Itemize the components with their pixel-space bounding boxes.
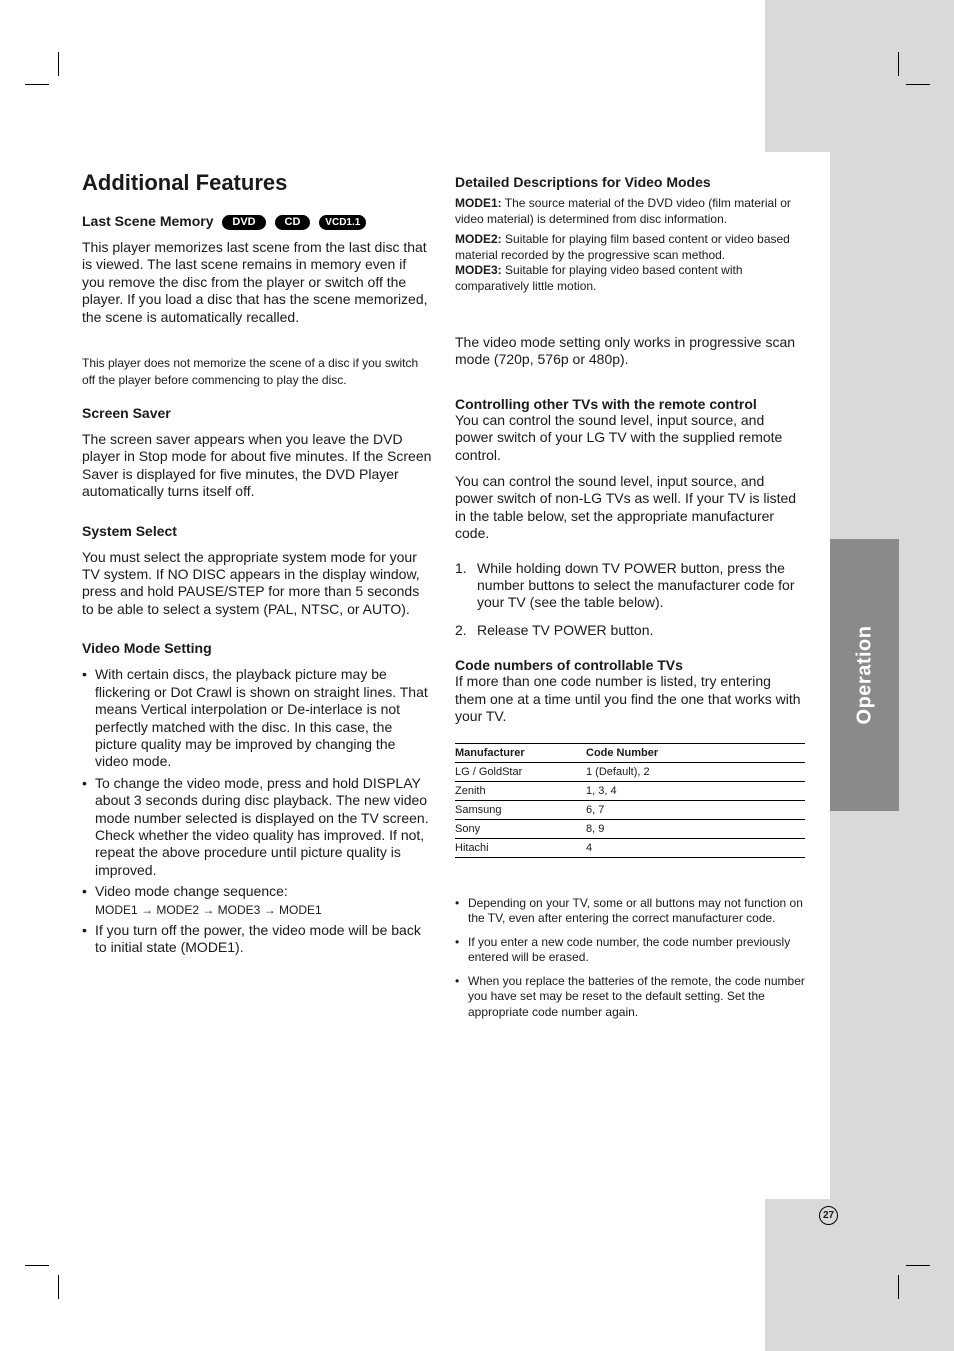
table-row [455, 800, 805, 819]
mode2-text: Suitable for playing film based content or video based material recorded by the progressive scan method. [455, 232, 790, 262]
manufacturer-cell: Sony [455, 819, 586, 838]
video-mode-list [82, 666, 432, 957]
cd-badge: CD [275, 215, 311, 230]
crop-mark [58, 1275, 59, 1299]
table-header-row [455, 743, 805, 762]
col-manufacturer: Manufacturer [455, 743, 586, 762]
last-scene-body: This player memorizes last scene from the last disc that is viewed. The last scene remains in memory even if you remove the disc from the player or switch off the player. If you load a disc that has the scene memorized, the scene is automatically recalled. [82, 239, 428, 325]
list-item: • If you enter a new code number, the code number previously entered will be erased. [455, 935, 805, 966]
list-item [82, 883, 432, 918]
crop-mark [906, 1265, 930, 1266]
dvd-badge: DVD [222, 215, 265, 230]
screen-saver-heading: Screen Saver [82, 405, 171, 422]
margin-band-bottom [765, 1199, 954, 1351]
list-item: • With certain discs, the playback picture may be flickering or Dot Crawl is shown on straight lines. That means Vertical interpolation or De-interlace is not perfectly matched with the disc. In this case, the picture quality may be improved by changing the video mode. [82, 666, 432, 770]
mode1-description [455, 196, 805, 227]
table-row [455, 781, 805, 800]
manufacturer-cell: Hitachi [455, 838, 586, 857]
list-item: • To change the video mode, press and hold DISPLAY about 3 seconds during disc playback. The new video mode number selected is displayed on the TV screen. Check whether the video quality has improved. If not, repeat the above procedure until picture quality is improved. [82, 775, 432, 879]
control-body-other: You can control the sound level, input source, and power switch of non-LG TVs as well. If your TV is listed in the table below, set the appropriate manufacturer code. [455, 473, 797, 542]
mode1-text: The source material of the DVD video (film material or video material) is determined from disc information. [455, 196, 791, 226]
mode2-description [455, 232, 805, 263]
mode2-label: MODE2: [455, 232, 502, 246]
code-cell: 6, 7 [586, 800, 805, 819]
vcd-badge: VCD1.1 [319, 215, 366, 230]
crop-mark [25, 1265, 49, 1266]
mode3-description [455, 263, 805, 294]
codes-heading: Code numbers of controllable TVs [455, 657, 683, 674]
screen-saver-body: The screen saver appears when you leave the DVD player in Stop mode for about five minutes. If the Screen Saver is displayed for five minutes, the DVD Player automatically turns itself off. [82, 431, 432, 500]
mode3-text: Suitable for playing video based content with comparatively little motion. [455, 263, 743, 293]
manufacturer-cell: LG / GoldStar [455, 762, 586, 781]
margin-band-top [765, 0, 954, 152]
crop-mark [25, 84, 49, 85]
code-cell: 4 [586, 838, 805, 857]
control-steps [455, 560, 805, 640]
manufacturer-cell: Zenith [455, 781, 586, 800]
table-row [455, 819, 805, 838]
last-scene-note: This player does not memorize the scene of a disc if you switch off the player before commencing to play the disc. [82, 356, 419, 388]
code-cell: 8, 9 [586, 819, 805, 838]
last-scene-heading [82, 213, 432, 230]
last-scene-heading-text: Last Scene Memory [82, 213, 214, 229]
code-notes [455, 896, 805, 1021]
list-item: • When you replace the batteries of the remote, the code number you have set may be reset to the default setting. Set the appropriate code number again. [455, 974, 805, 1021]
step-item: 1. While holding down TV POWER button, press the number buttons to select the manufacturer code for your TV (see the table below). [455, 560, 805, 612]
crop-mark [906, 84, 930, 85]
system-select-heading: System Select [82, 522, 177, 539]
crop-mark [898, 52, 899, 76]
codes-body: If more than one code number is listed, try entering them one at a time until you find the one that works with your TV. [455, 673, 801, 725]
step-item: 2. Release TV POWER button. [455, 622, 805, 639]
table-row [455, 762, 805, 781]
manufacturer-cell: Samsung [455, 800, 586, 819]
sequence-text: MODE1 → MODE2 → MODE3 → MODE1 [95, 902, 322, 917]
modes-note: The video mode setting only works in progressive scan mode (720p, 576p or 480p). [455, 334, 796, 368]
crop-mark [58, 52, 59, 76]
system-select-body: You must select the appropriate system mode for your TV system. If NO DISC appears in the display window, press and hold PAUSE/STEP for more than 5 seconds to be able to select a system (PAL, NTSC, or AUTO). [82, 548, 420, 617]
left-column [82, 170, 432, 957]
modes-heading: Detailed Descriptions for Video Modes [455, 174, 711, 190]
code-cell: 1, 3, 4 [586, 781, 805, 800]
page-number: 27 [819, 1206, 838, 1225]
page-title: Additional Features [82, 170, 288, 195]
list-item: • Depending on your TV, some or all buttons may not function on the TV, even after entering the correct manufacturer code. [455, 896, 805, 927]
section-tab-label: Operation [853, 625, 875, 725]
mode1-label: MODE1: [455, 196, 502, 210]
col-code-number: Code Number [586, 743, 805, 762]
table-row [455, 838, 805, 857]
mode3-label: MODE3: [455, 263, 502, 277]
code-table [455, 743, 805, 858]
right-column [455, 174, 805, 1021]
control-heading: Controlling other TVs with the remote control [455, 395, 757, 412]
code-cell: 1 (Default), 2 [586, 762, 805, 781]
control-body-lg: You can control the sound level, input source, and power switch of your LG TV with the supplied remote control. [455, 411, 783, 463]
sequence-label: Video mode change sequence: [95, 883, 288, 900]
video-mode-heading: Video Mode Setting [82, 640, 212, 657]
section-tab [830, 539, 899, 811]
crop-mark [898, 1275, 899, 1299]
list-item: • If you turn off the power, the video mode will be back to initial state (MODE1). [82, 922, 432, 957]
